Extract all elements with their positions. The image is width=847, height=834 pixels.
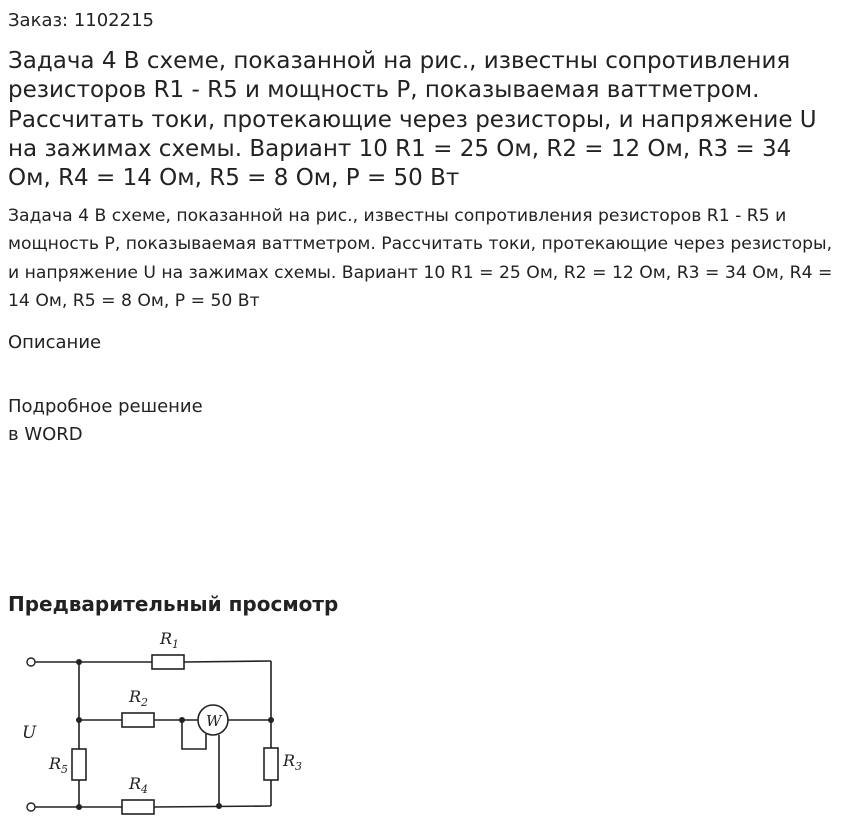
preview-heading: Предварительный просмотр xyxy=(8,592,339,616)
task-description: Задача 4 В схеме, показанной на рис., известны сопротивления резисторов R1 - R5 и мощность P, показываемая ваттметром. Рассчитать токи, протекающие через резисторы, и напряжение U на зажимах схемы. Вариант 10 R1 = 25 Ом, R2 = 12 Ом, R3 = 34 Ом, R4 = 14 Ом, R5 = 8 Ом, P = 50 Вт xyxy=(8,206,833,312)
label-r3: $R_3$ xyxy=(283,751,303,773)
label-r1-sub: 1 xyxy=(172,638,180,651)
label-r3-sub: 3 xyxy=(295,760,303,773)
resistor-r3 xyxy=(264,748,278,780)
circuit-diagram xyxy=(12,624,312,824)
resistor-r1 xyxy=(152,655,184,669)
description-heading: Описание xyxy=(8,332,102,353)
junction-bottom-mid xyxy=(216,803,222,809)
junction-left-top xyxy=(76,659,82,665)
solution-info xyxy=(8,393,203,448)
label-r1: $R_1$ xyxy=(160,629,180,651)
label-r5: $R_5$ xyxy=(49,754,69,776)
junction-left-bottom xyxy=(76,804,82,810)
junction-right-mid xyxy=(268,717,274,723)
junction-center-mid xyxy=(179,717,185,723)
label-r4-sub: 4 xyxy=(141,783,149,796)
resistor-r4 xyxy=(122,800,154,814)
junction-left-mid xyxy=(76,717,82,723)
label-r2: $R_2$ xyxy=(129,687,149,709)
terminal-bottom xyxy=(27,803,35,811)
label-r5-sub: 5 xyxy=(61,763,69,776)
wire-top-right xyxy=(184,661,271,662)
label-u: U xyxy=(22,723,37,743)
resistor-r2 xyxy=(122,713,154,727)
task-title: Задача 4 В схеме, показанной на рис., известны сопротивления резисторов R1 - R5 и мощность P, показываемая ваттметром. Рассчитать токи, протекающие через резисторы, и напряжение U на зажимах схемы. Вариант 10 R1 = 25 Ом, R2 = 12 Ом, R3 = 34 Ом, R4 = 14 Ом, R5 = 8 Ом, P = 50 Вт xyxy=(8,48,817,192)
label-wattmeter: W xyxy=(206,712,222,730)
label-r2-sub: 2 xyxy=(141,696,149,709)
terminal-top xyxy=(27,658,35,666)
solution-line-1: Подробное решение xyxy=(8,396,203,417)
resistor-r5 xyxy=(72,749,86,780)
label-r4: $R_4$ xyxy=(129,774,149,796)
order-number: Заказ: 1102215 xyxy=(8,10,154,31)
solution-line-2: в WORD xyxy=(8,423,83,445)
wire-bottom-right xyxy=(154,806,271,807)
